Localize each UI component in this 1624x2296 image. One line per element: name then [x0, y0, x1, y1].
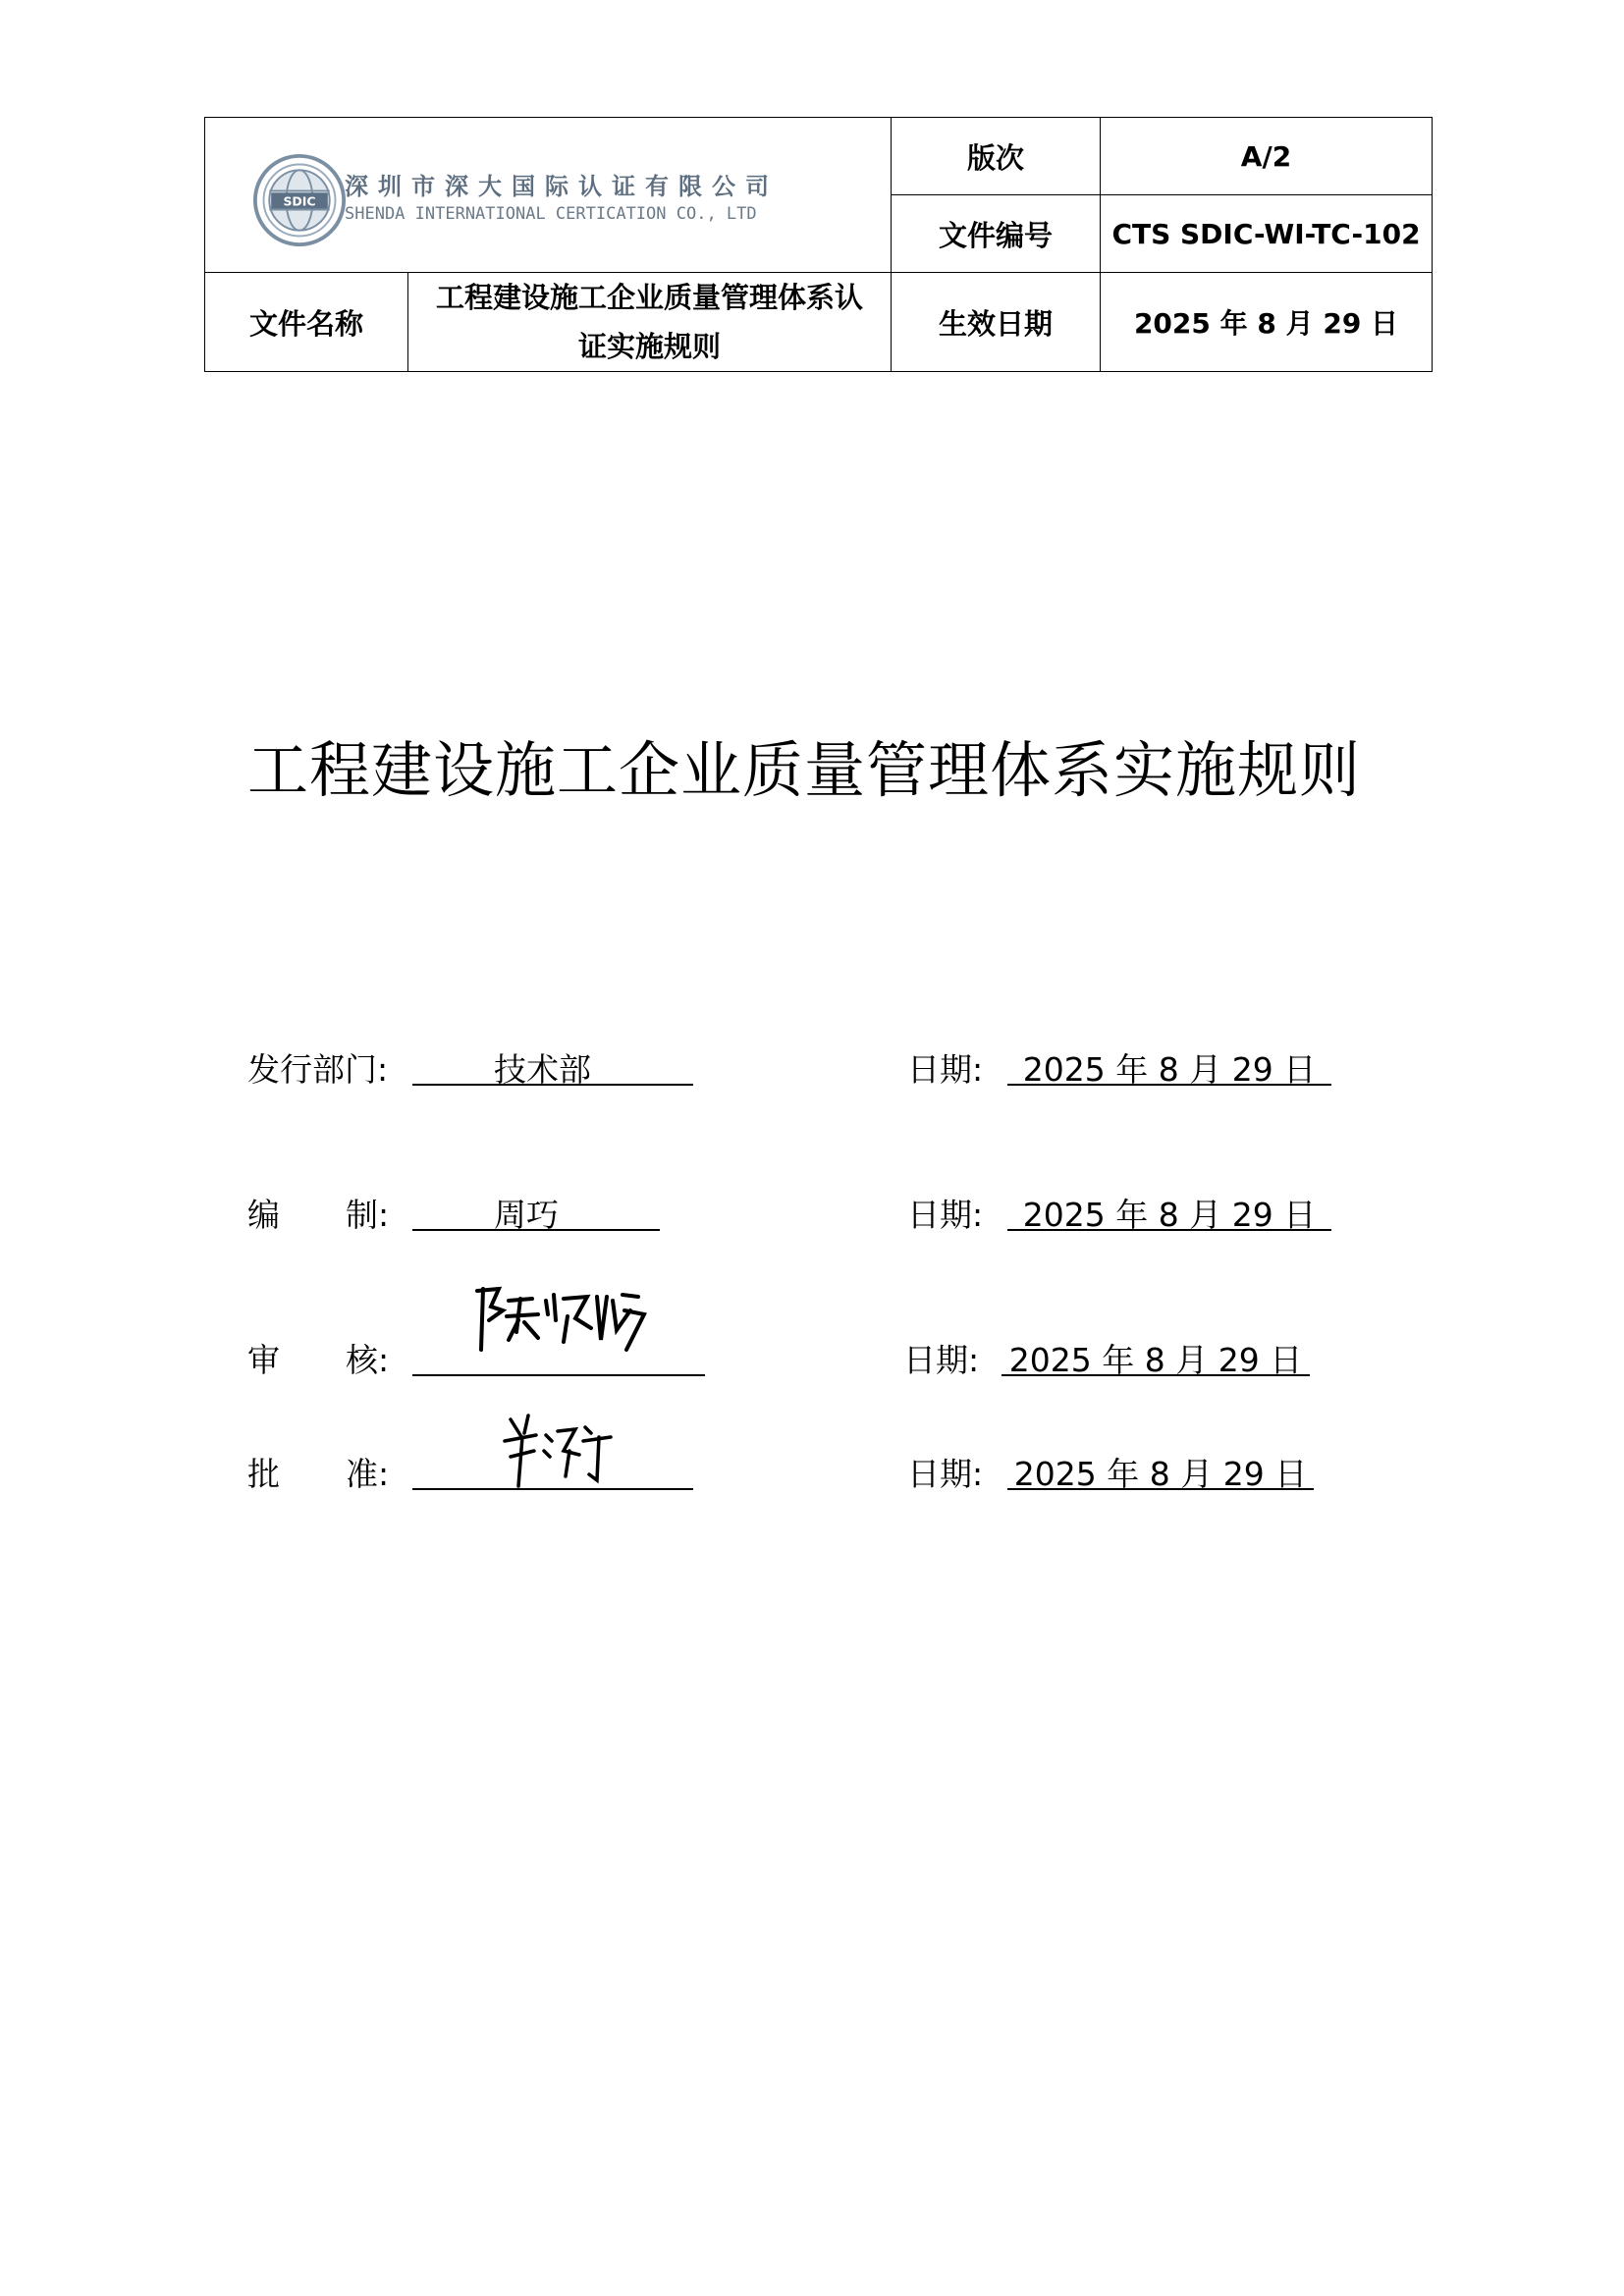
- effective-date-label: 生效日期: [892, 273, 1101, 372]
- file-name-value: [408, 273, 892, 372]
- approve-label-b: 准:: [346, 1455, 390, 1493]
- issuing-dept-label: 发行部门:: [247, 1050, 389, 1089]
- document-header-table: [204, 117, 1433, 372]
- company-logo-cell: [205, 118, 892, 273]
- compiled-value: 周巧: [494, 1196, 559, 1234]
- approve-signature: [501, 1412, 619, 1490]
- compiled-date-label: 日期:: [907, 1196, 984, 1234]
- logo-text: SDIC: [283, 193, 316, 209]
- review-signature: [469, 1281, 656, 1360]
- doc-no-value: CTS SDIC-WI-TC-102: [1101, 195, 1433, 273]
- approve-label-a: 批: [247, 1455, 280, 1493]
- review-date-value: 2025 年 8 月 29 日: [1001, 1335, 1310, 1376]
- compiled-label-b: 制:: [346, 1196, 390, 1234]
- issuing-dept-value: 技术部: [494, 1050, 591, 1089]
- company-logo-icon: [252, 153, 347, 247]
- issuing-date-label: 日期:: [907, 1050, 984, 1089]
- file-name-label: 文件名称: [205, 273, 408, 372]
- approve-date-label: 日期:: [907, 1455, 984, 1493]
- company-name-en: SHENDA INTERNATIONAL CERTICATION CO., LTD: [345, 204, 757, 224]
- company-name-cn: 深圳市深大国际认证有限公司: [345, 172, 779, 200]
- effective-date-value: 2025 年 8 月 29 日: [1101, 273, 1433, 372]
- review-label-a: 审: [247, 1341, 280, 1379]
- compiled-label-a: 编: [247, 1196, 280, 1234]
- doc-no-label: 文件编号: [892, 195, 1101, 273]
- document-title: 工程建设施工企业质量管理体系实施规则: [247, 734, 1362, 806]
- file-name-line-2: 证实施规则: [577, 330, 721, 363]
- issuing-date-value: 2025 年 8 月 29 日: [1007, 1044, 1331, 1086]
- version-label: 版次: [892, 118, 1101, 195]
- file-name-line-1: 工程建设施工企业质量管理体系认: [435, 281, 863, 314]
- review-date-label: 日期:: [903, 1341, 980, 1379]
- review-label-b: 核:: [346, 1341, 390, 1379]
- approve-date-value: 2025 年 8 月 29 日: [1007, 1449, 1314, 1490]
- compiled-date-value: 2025 年 8 月 29 日: [1007, 1190, 1331, 1231]
- version-value: A/2: [1101, 118, 1433, 195]
